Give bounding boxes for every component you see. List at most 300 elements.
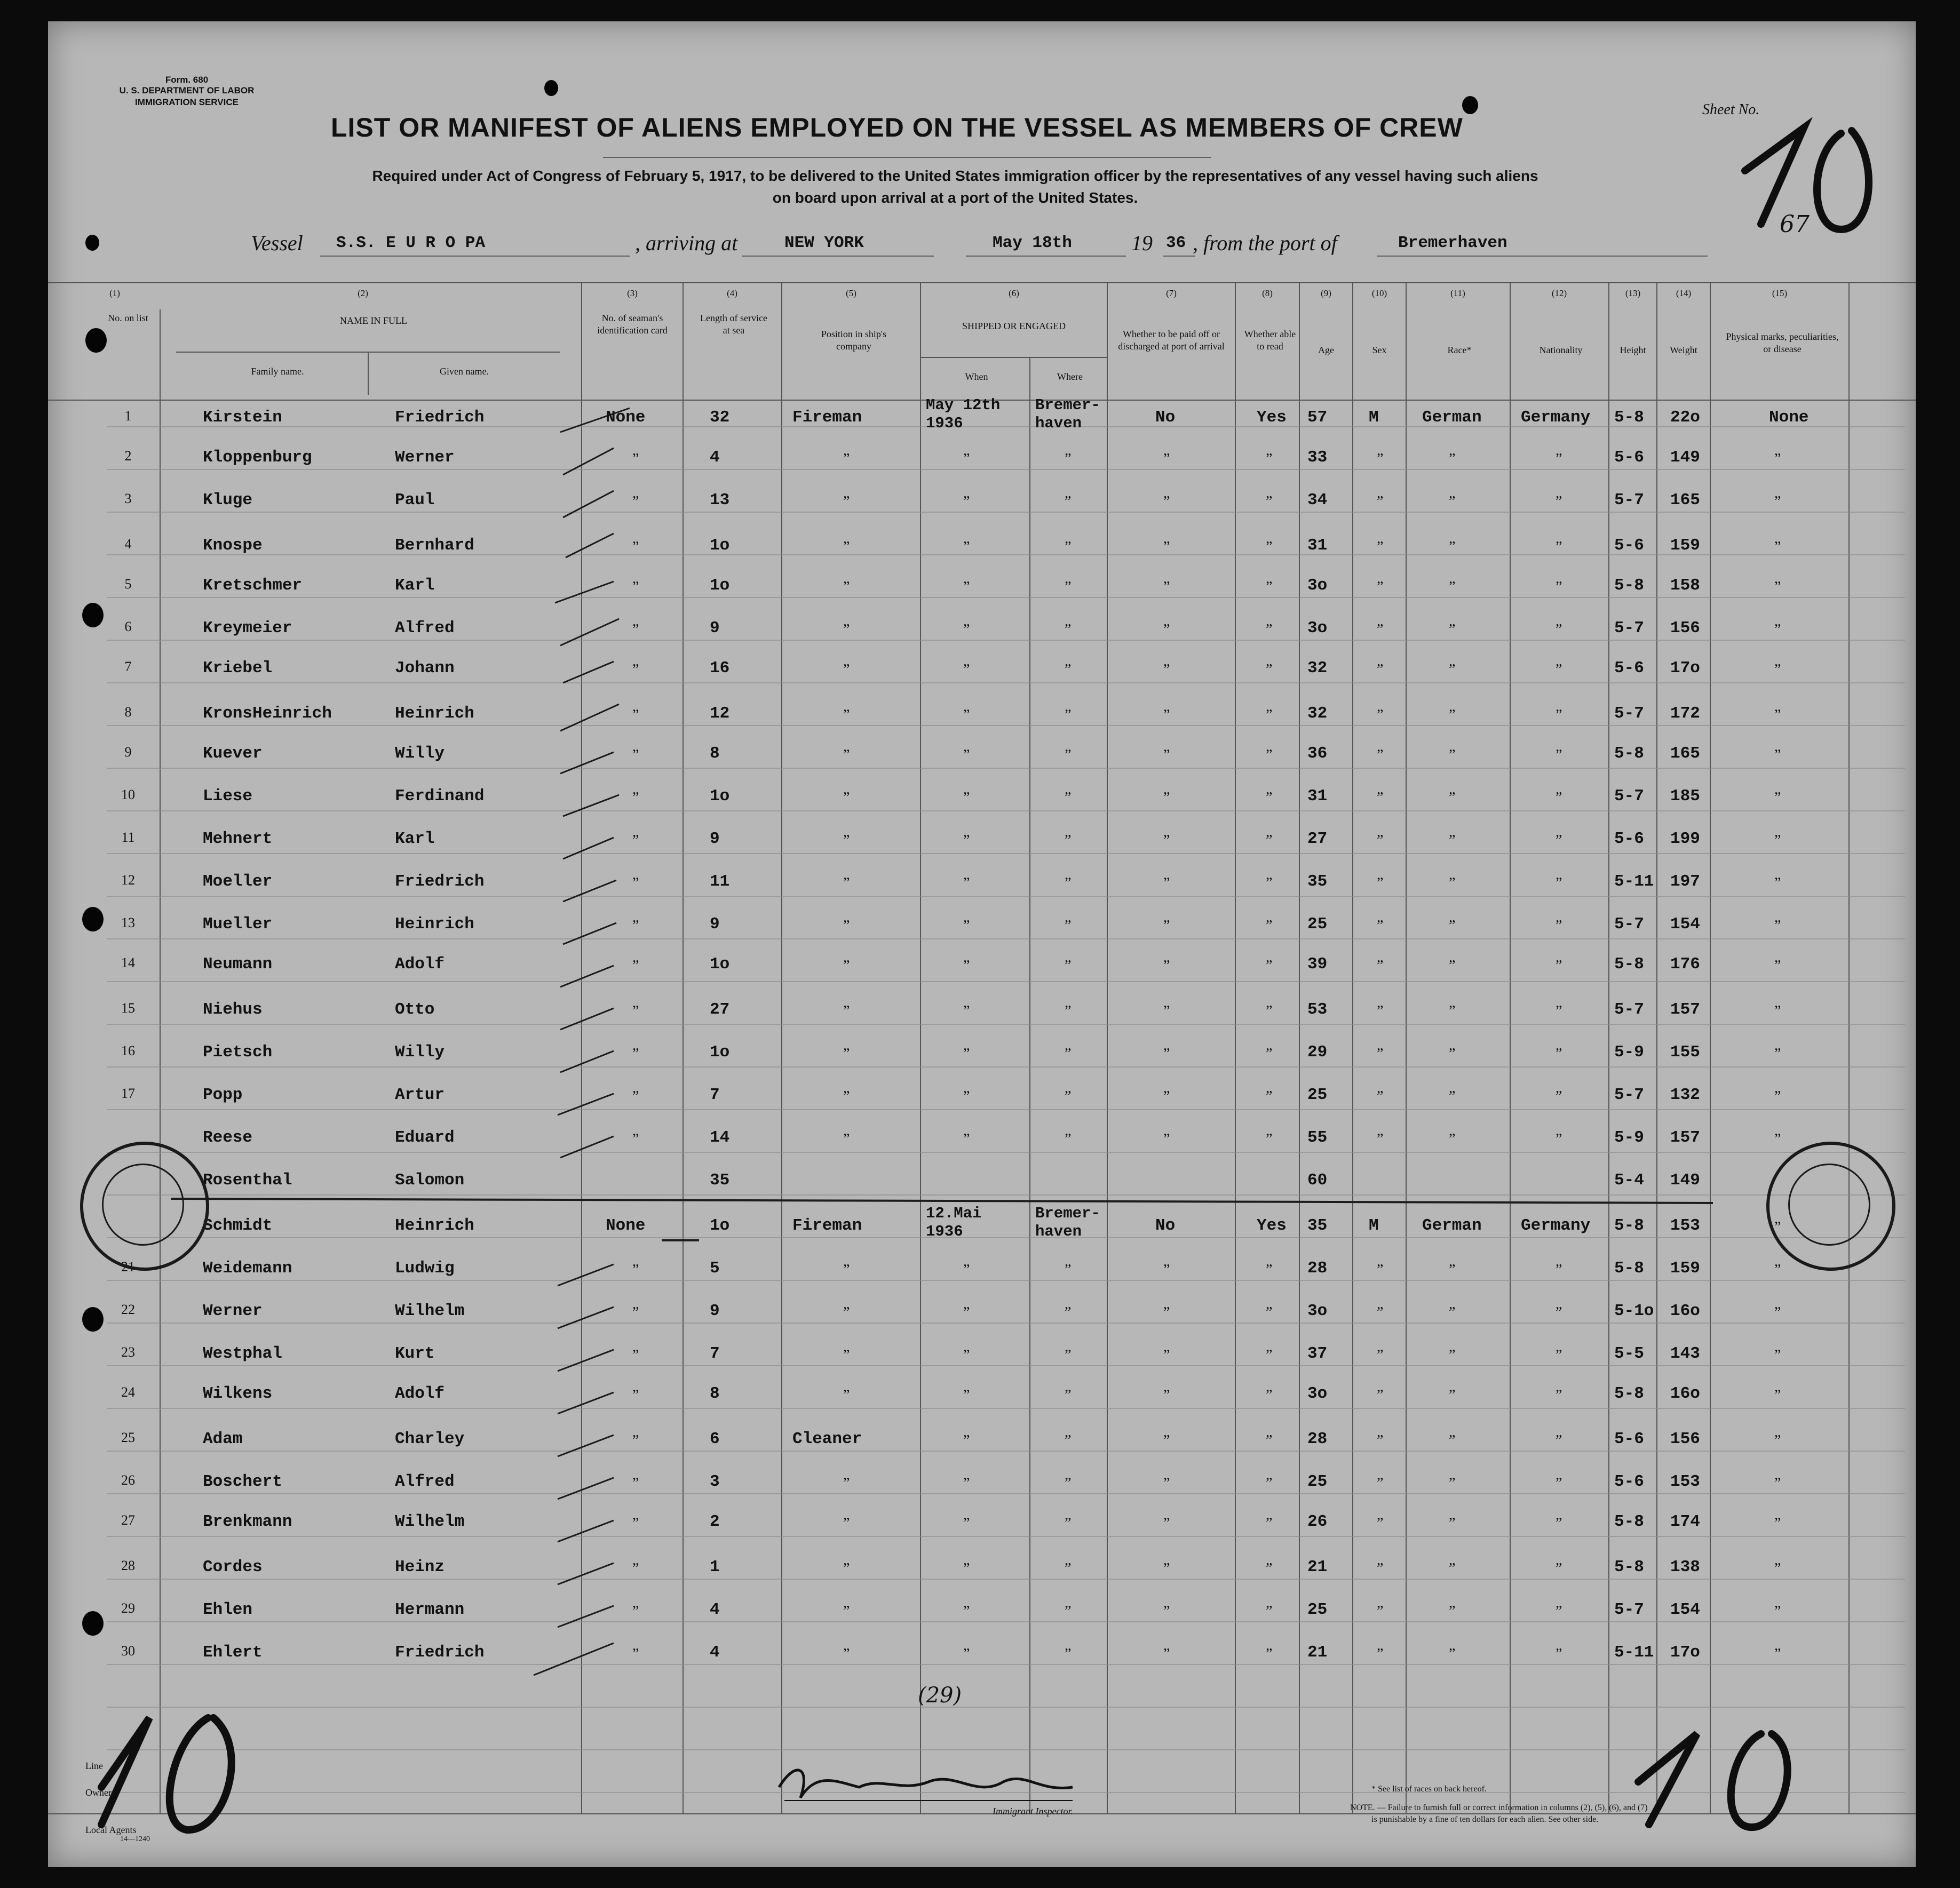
header-shipped-engaged: SHIPPED OR ENGAGED	[962, 321, 1066, 331]
cell-height: 5-7	[1614, 915, 1644, 934]
cell-family: Niehus	[203, 1000, 263, 1019]
ditto-mark: ”	[963, 1475, 970, 1492]
cell-family: Mueller	[203, 915, 273, 934]
cell-race: German	[1422, 1216, 1482, 1235]
cell-height: 5-6	[1614, 659, 1644, 678]
ditto-mark: ”	[632, 1262, 639, 1278]
ditto-mark: ”	[1163, 747, 1170, 763]
cell-family: Kriebel	[203, 659, 273, 678]
ditto-mark: ”	[1065, 1003, 1072, 1019]
ditto-mark: ”	[1065, 1603, 1072, 1620]
ditto-mark: ”	[632, 1475, 639, 1492]
ditto-mark: ”	[1774, 1046, 1781, 1062]
ditto-mark: ”	[1163, 1003, 1170, 1019]
ditto-mark: ”	[1377, 707, 1384, 723]
ditto-mark: ”	[963, 1603, 970, 1620]
from-port: Bremerhaven	[1398, 234, 1507, 252]
ditto-mark: ”	[1377, 493, 1384, 510]
ditto-mark: ”	[1065, 451, 1072, 467]
cell-given: Kurt	[395, 1344, 435, 1363]
ditto-mark: ”	[1774, 579, 1781, 595]
vessel-name: S.S. E U R O PA	[336, 234, 486, 252]
ditto-mark: ”	[1449, 622, 1456, 638]
cell-no: 22	[121, 1302, 135, 1317]
cell-service: 4	[710, 448, 720, 467]
ditto-mark: ”	[632, 539, 639, 555]
ditto-mark: ”	[1163, 1088, 1170, 1105]
ditto-mark: ”	[1266, 918, 1273, 934]
cell-height: 5-8	[1614, 744, 1644, 763]
ditto-mark: ”	[1065, 747, 1072, 763]
cell-given: Wilhelm	[395, 1512, 465, 1531]
ditto-mark: ”	[1266, 662, 1273, 678]
cell-marks: None	[1769, 408, 1809, 427]
cell-age: 53	[1307, 1000, 1328, 1019]
ditto-mark: ”	[963, 493, 970, 510]
cell-given: Otto	[395, 1000, 435, 1019]
cell-age: 36	[1307, 744, 1328, 763]
from-port-label: , from the port of	[1193, 231, 1337, 255]
ditto-mark: ”	[1774, 451, 1781, 467]
cell-height: 5-8	[1614, 1384, 1644, 1403]
ditto-mark: ”	[1377, 1603, 1384, 1620]
cell-given: Adolf	[395, 1384, 445, 1403]
ditto-mark: ”	[632, 1387, 639, 1404]
cell-no: 28	[121, 1558, 135, 1573]
ditto-mark: ”	[1556, 1003, 1562, 1019]
cell-family: Adam	[203, 1430, 243, 1448]
cell-no: 25	[121, 1430, 135, 1445]
ditto-mark: ”	[1449, 918, 1456, 934]
ditto-mark: ”	[963, 707, 970, 723]
ditto-mark: ”	[843, 918, 850, 934]
cell-given: Paul	[395, 491, 435, 509]
cell-weight: 132	[1670, 1086, 1700, 1104]
ditto-mark: ”	[632, 579, 639, 595]
cell-given: Friedrich	[395, 408, 485, 427]
ditto-mark: ”	[963, 747, 970, 763]
cell-age: 28	[1307, 1259, 1328, 1278]
cell-service: 4	[710, 1643, 720, 1662]
ditto-mark: ”	[1065, 1304, 1072, 1321]
ditto-mark: ”	[632, 1347, 639, 1364]
cell-service: 7	[710, 1344, 720, 1363]
cell-age: 27	[1307, 830, 1328, 848]
cell-given: Heinrich	[395, 704, 474, 723]
ditto-mark: ”	[1556, 1560, 1562, 1577]
ditto-mark: ”	[1065, 1560, 1072, 1577]
ditto-mark: ”	[1377, 832, 1384, 849]
ditto-mark: ”	[632, 662, 639, 678]
ditto-mark: ”	[1163, 1131, 1170, 1148]
cell-no: 16	[121, 1043, 135, 1058]
header-weight: Weight	[1670, 345, 1697, 355]
cell-age: 21	[1307, 1558, 1328, 1576]
ditto-mark: ”	[632, 747, 639, 763]
ditto-mark: ”	[963, 1262, 970, 1278]
cell-service: 1o	[710, 536, 730, 555]
ditto-mark: ”	[1377, 875, 1384, 891]
ditto-mark: ”	[1266, 622, 1273, 638]
ditto-mark: ”	[1065, 1515, 1072, 1532]
ditto-mark: ”	[1377, 622, 1384, 638]
ditto-mark: ”	[1266, 790, 1273, 806]
ditto-mark: ”	[1556, 1347, 1562, 1364]
cell-no: 2	[124, 448, 132, 464]
cell-service: 14	[710, 1128, 730, 1147]
ditto-mark: ”	[1774, 1646, 1781, 1662]
cell-height: 5-5	[1614, 1344, 1644, 1363]
cell-no: 17	[121, 1086, 135, 1101]
cell-age: 35	[1307, 1216, 1328, 1235]
cell-weight: 159	[1670, 536, 1700, 555]
cell-given: Charley	[395, 1430, 465, 1448]
cell-family: Schmidt	[203, 1216, 273, 1235]
cell-family: Kluge	[203, 491, 253, 509]
department-label: U. S. DEPARTMENT OF LABOR	[119, 85, 255, 95]
ditto-mark: ”	[632, 790, 639, 806]
ditto-mark: ”	[1163, 1475, 1170, 1492]
cell-family: Liese	[203, 787, 253, 806]
header-given-name: Given name.	[440, 366, 489, 377]
cell-service: 32	[710, 408, 730, 427]
cell-family: Mehnert	[203, 830, 273, 848]
cell-family: KronsHeinrich	[203, 704, 332, 723]
ditto-mark: ”	[1266, 832, 1273, 849]
cell-sex: M	[1369, 1216, 1379, 1235]
cell-weight: 154	[1670, 1600, 1700, 1619]
header-when: When	[965, 371, 988, 382]
cell-family: Knospe	[203, 536, 263, 555]
ditto-mark: ”	[963, 790, 970, 806]
ditto-mark: ”	[1556, 832, 1562, 849]
ditto-mark: ”	[1556, 662, 1562, 678]
ditto-mark: ”	[632, 451, 639, 467]
cell-age: 25	[1307, 1600, 1328, 1619]
ditto-mark: ”	[963, 451, 970, 467]
ditto-mark: ”	[1377, 1088, 1384, 1105]
cell-family: Weidemann	[203, 1259, 292, 1278]
cell-family: Wilkens	[203, 1384, 273, 1403]
ditto-mark: ”	[843, 875, 850, 891]
cell-card: None	[606, 1216, 646, 1235]
cell-height: 5-11	[1614, 1643, 1654, 1662]
ditto-mark: ”	[843, 747, 850, 763]
cell-given: Ferdinand	[395, 787, 485, 806]
cell-given: Alfred	[395, 619, 455, 638]
cell-where: Bremer- haven	[1035, 1205, 1100, 1240]
header-physical-marks: Physical marks, peculiarities, or disease	[1726, 331, 1839, 354]
cell-family: Kuever	[203, 744, 263, 763]
ditto-mark: ”	[1774, 1131, 1781, 1148]
cell-height: 5-6	[1614, 448, 1644, 467]
cell-where: Bremer- haven	[1035, 396, 1100, 432]
ditto-mark: ”	[963, 1046, 970, 1062]
line-label: Line	[85, 1760, 103, 1771]
cell-given: Heinrich	[395, 915, 474, 934]
ditto-mark: ”	[1556, 875, 1562, 891]
ditto-mark: ”	[1556, 747, 1562, 763]
ditto-mark: ”	[1556, 1387, 1562, 1404]
ditto-mark: ”	[1377, 1046, 1384, 1062]
cell-family: Brenkmann	[203, 1512, 292, 1531]
ditto-mark: ”	[632, 1046, 639, 1062]
cell-given: Eduard	[395, 1128, 455, 1147]
ditto-mark: ”	[632, 832, 639, 849]
cell-height: 5-8	[1614, 576, 1644, 595]
year-prefix: 19	[1131, 231, 1153, 255]
ditto-mark: ”	[963, 918, 970, 934]
ditto-mark: ”	[1556, 707, 1562, 723]
ditto-mark: ”	[1449, 1003, 1456, 1019]
cell-no: 12	[121, 872, 135, 888]
col-num-12: (12)	[1551, 288, 1567, 298]
cell-weight: 165	[1670, 744, 1700, 763]
ditto-mark: ”	[1774, 1003, 1781, 1019]
cell-height: 5-8	[1614, 1512, 1644, 1531]
header-race: Race*	[1447, 345, 1472, 355]
ditto-mark: ”	[1377, 1432, 1384, 1449]
cell-given: Willy	[395, 1043, 445, 1062]
cell-weight: 149	[1670, 1171, 1700, 1190]
ditto-mark: ”	[963, 875, 970, 891]
cell-no: 13	[121, 915, 135, 930]
header-seaman-id: No. of seaman's identification card	[597, 313, 668, 336]
ditto-mark: ”	[1774, 1475, 1781, 1492]
cell-no: 30	[121, 1643, 135, 1659]
cell-family: Kretschmer	[203, 576, 303, 595]
ditto-mark: ”	[1065, 1347, 1072, 1364]
cell-age: 60	[1307, 1171, 1328, 1190]
ditto-mark: ”	[1266, 1131, 1273, 1148]
cell-height: 5-6	[1614, 536, 1644, 555]
ditto-mark: ”	[843, 662, 850, 678]
cell-service: 8	[710, 1384, 720, 1403]
ditto-mark: ”	[1163, 790, 1170, 806]
ditto-mark: ”	[1556, 622, 1562, 638]
ditto-mark: ”	[1449, 1560, 1456, 1577]
cell-position: Cleaner	[792, 1430, 862, 1448]
ditto-mark: ”	[1163, 875, 1170, 891]
form-number: Form. 680	[165, 75, 209, 85]
ditto-mark: ”	[843, 958, 850, 974]
cell-weight: 156	[1670, 1430, 1700, 1448]
count-note: (29)	[918, 1683, 962, 1708]
ditto-mark: ”	[1556, 579, 1562, 595]
col-num-15: (15)	[1772, 288, 1788, 298]
ditto-mark: ”	[1065, 662, 1072, 678]
ditto-mark: ”	[1556, 493, 1562, 510]
ditto-mark: ”	[1065, 832, 1072, 849]
ditto-mark: ”	[1065, 1646, 1072, 1662]
cell-age: 25	[1307, 915, 1328, 934]
races-note: * See list of races on back hereof.	[1371, 1785, 1487, 1794]
cell-weight: 197	[1670, 872, 1700, 891]
ditto-mark: ”	[1377, 1131, 1384, 1148]
cell-height: 5-4	[1614, 1171, 1644, 1190]
cell-weight: 16o	[1670, 1302, 1700, 1320]
ditto-mark: ”	[1065, 1475, 1072, 1492]
cell-weight: 199	[1670, 830, 1700, 848]
cell-no: 24	[121, 1384, 135, 1400]
ditto-mark: ”	[1774, 832, 1781, 849]
cell-service: 4	[710, 1600, 720, 1619]
ditto-mark: ”	[1449, 707, 1456, 723]
ditto-mark: ”	[632, 1003, 639, 1019]
cell-weight: 165	[1670, 491, 1700, 509]
ditto-mark: ”	[1266, 1003, 1273, 1019]
cell-weight: 143	[1670, 1344, 1700, 1363]
col-num-2: (2)	[358, 288, 368, 298]
ditto-mark: ”	[843, 1347, 850, 1364]
cell-service: 27	[710, 1000, 730, 1019]
cell-height: 5-7	[1614, 491, 1644, 509]
cell-family: Werner	[203, 1302, 263, 1320]
header-no-on-list: No. on list	[108, 313, 148, 323]
ditto-mark: ”	[1377, 1347, 1384, 1364]
cell-family: Ehlert	[203, 1643, 263, 1662]
cell-age: 26	[1307, 1512, 1328, 1531]
ditto-mark: ”	[843, 1603, 850, 1620]
ditto-mark: ”	[1449, 1515, 1456, 1532]
ditto-mark: ”	[1163, 493, 1170, 510]
ditto-mark: ”	[1377, 1304, 1384, 1321]
cell-read: Yes	[1257, 408, 1287, 427]
ditto-mark: ”	[1163, 1515, 1170, 1532]
cell-given: Friedrich	[395, 1643, 485, 1662]
ditto-mark: ”	[1163, 579, 1170, 595]
ditto-mark: ”	[1774, 539, 1781, 555]
cell-given: Heinz	[395, 1558, 445, 1576]
ditto-mark: ”	[1449, 451, 1456, 467]
header-position: Position in ship's company	[821, 329, 887, 352]
cell-given: Alfred	[395, 1472, 455, 1491]
cell-service: 13	[710, 491, 730, 509]
cell-no: 27	[121, 1512, 135, 1528]
cell-card: None	[606, 408, 646, 427]
ditto-mark: ”	[1065, 1088, 1072, 1105]
ditto-mark: ”	[843, 832, 850, 849]
ditto-mark: ”	[843, 707, 850, 723]
ditto-mark: ”	[1163, 1560, 1170, 1577]
ditto-mark: ”	[1377, 579, 1384, 595]
cell-age: 3o	[1307, 619, 1328, 638]
cell-age: 25	[1307, 1086, 1328, 1104]
cell-height: 5-9	[1614, 1043, 1644, 1062]
header-sex: Sex	[1372, 345, 1387, 355]
cell-weight: 185	[1670, 787, 1700, 806]
cell-service: 9	[710, 830, 720, 848]
cell-height: 5-7	[1614, 619, 1644, 638]
ditto-mark: ”	[632, 875, 639, 891]
cell-height: 5-8	[1614, 1259, 1644, 1278]
cell-no: 6	[124, 619, 132, 634]
cell-no: 14	[121, 955, 135, 970]
ditto-mark: ”	[1774, 958, 1781, 974]
ditto-mark: ”	[1377, 1475, 1384, 1492]
ditto-mark: ”	[1163, 1046, 1170, 1062]
page-title: LIST OR MANIFEST OF ALIENS EMPLOYED ON THE VESSEL AS MEMBERS OF CREW	[331, 113, 1463, 142]
cell-paid: No	[1155, 1216, 1176, 1235]
ditto-mark: ”	[1774, 1262, 1781, 1278]
ditto-mark: ”	[1163, 622, 1170, 638]
ditto-mark: ”	[1266, 579, 1273, 595]
ditto-mark: ”	[1266, 1347, 1273, 1364]
cell-weight: 157	[1670, 1000, 1700, 1019]
cell-given: Hermann	[395, 1600, 465, 1619]
ditto-mark: ”	[1065, 958, 1072, 974]
ditto-mark: ”	[843, 539, 850, 555]
cell-age: 33	[1307, 448, 1328, 467]
col-num-3: (3)	[627, 288, 638, 298]
ditto-mark: ”	[1377, 1515, 1384, 1532]
cell-height: 5-7	[1614, 1086, 1644, 1104]
cell-service: 1o	[710, 1043, 730, 1062]
manifest-sheet	[48, 21, 1916, 1867]
cell-family: Cordes	[203, 1558, 263, 1576]
ditto-mark: ”	[963, 958, 970, 974]
ditto-mark: ”	[1774, 1387, 1781, 1404]
ditto-mark: ”	[1266, 1046, 1273, 1062]
ditto-mark: ”	[963, 622, 970, 638]
header-height: Height	[1620, 345, 1646, 355]
header-nationality: Nationality	[1539, 345, 1583, 355]
ditto-mark: ”	[1266, 958, 1273, 974]
ditto-mark: ”	[1449, 875, 1456, 891]
ditto-mark: ”	[843, 1046, 850, 1062]
cell-given: Willy	[395, 744, 445, 763]
cell-given: Salomon	[395, 1171, 465, 1190]
cell-family: Reese	[203, 1128, 253, 1147]
ditto-mark: ”	[1449, 1387, 1456, 1404]
form-code: 14—1240	[120, 1835, 150, 1843]
cell-given: Werner	[395, 448, 455, 467]
ditto-mark: ”	[1163, 1347, 1170, 1364]
cell-given: Adolf	[395, 955, 445, 974]
header-able-to-read: Whether able to read	[1244, 329, 1296, 352]
cell-height: 5-11	[1614, 872, 1654, 891]
cell-service: 9	[710, 915, 720, 934]
col-num-10: (10)	[1371, 288, 1387, 298]
ditto-mark: ”	[1377, 451, 1384, 467]
ditto-mark: ”	[963, 1088, 970, 1105]
cell-service: 1o	[710, 1216, 730, 1235]
header-where: Where	[1057, 371, 1083, 382]
cell-nat: Germany	[1521, 408, 1591, 427]
ditto-mark: ”	[843, 1646, 850, 1662]
ditto-mark: ”	[1556, 451, 1562, 467]
ditto-mark: ”	[1449, 1432, 1456, 1449]
col-num-7: (7)	[1166, 288, 1177, 298]
col-num-5: (5)	[846, 288, 856, 298]
ditto-mark: ”	[963, 662, 970, 678]
ditto-mark: ”	[1065, 1432, 1072, 1449]
ditto-mark: ”	[1774, 875, 1781, 891]
cell-no: 4	[124, 536, 132, 552]
ditto-mark: ”	[843, 1262, 850, 1278]
ditto-mark: ”	[1449, 832, 1456, 849]
ditto-mark: ”	[1266, 1088, 1273, 1105]
ditto-mark: ”	[1556, 1475, 1562, 1492]
ditto-mark: ”	[1449, 493, 1456, 510]
cell-family: Rosenthal	[203, 1171, 292, 1190]
cell-weight: 22o	[1670, 408, 1700, 427]
ditto-mark: ”	[1449, 579, 1456, 595]
ditto-mark: ”	[1449, 1347, 1456, 1364]
cell-no: 8	[124, 704, 132, 720]
ditto-mark: ”	[1163, 539, 1170, 555]
ditto-mark: ”	[1266, 1304, 1273, 1321]
